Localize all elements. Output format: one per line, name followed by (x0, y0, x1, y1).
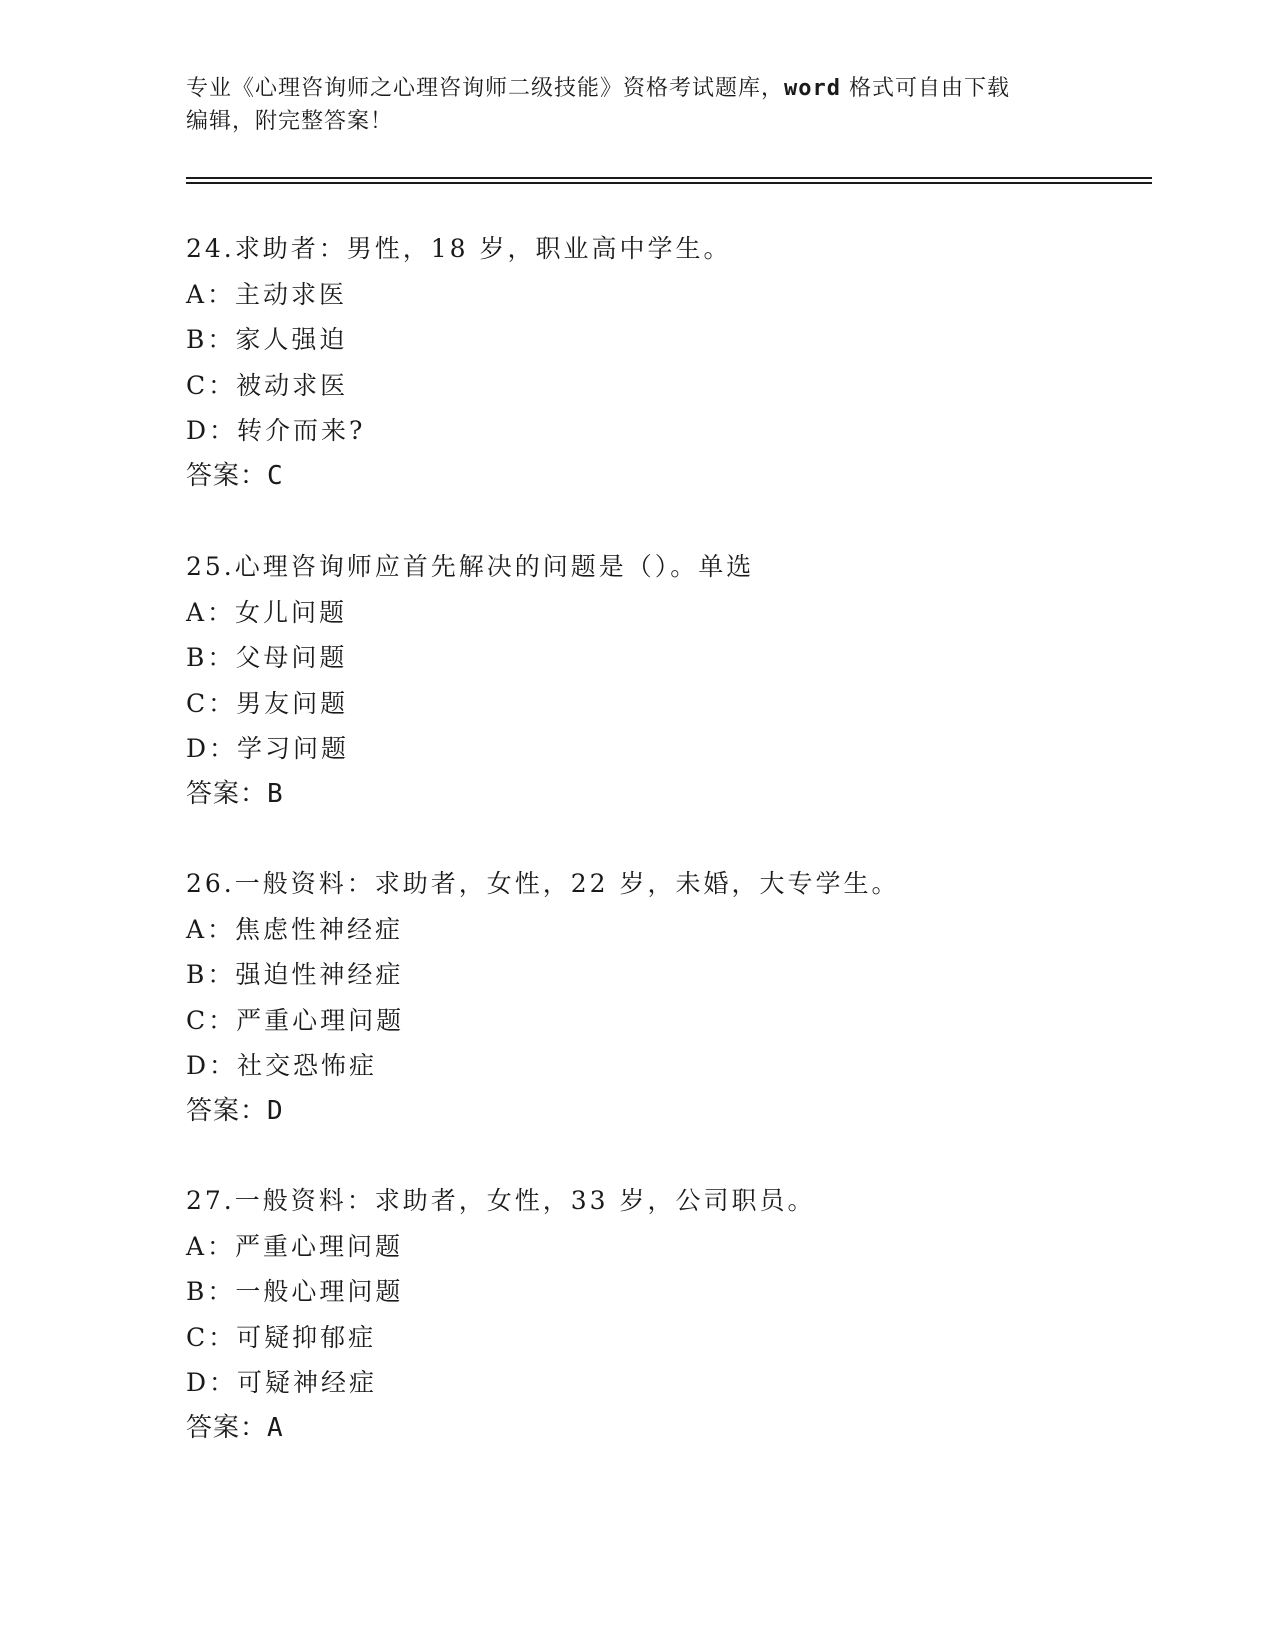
answer-value: C (267, 460, 284, 491)
header-word-format: word (784, 76, 841, 101)
option-a: A：女儿问题 (186, 597, 348, 627)
header-line-1-tail: 格式可自由下载 (841, 76, 1010, 101)
option-d: D：转介而来? (186, 416, 366, 445)
option-a: A：严重心理问题 (186, 1231, 404, 1261)
header-line-1-text: 专业《心理咨询师之心理咨询师二级技能》资格考试题库， (186, 76, 785, 101)
option-d: D：学习问题 (186, 734, 350, 763)
question-stem: 24.求助者：男性，18 岁，职业高中学生。 (186, 234, 732, 263)
question-27 (186, 1178, 1146, 1451)
answer-value: B (267, 778, 284, 809)
header-divider-top (186, 177, 1152, 179)
question-stem: 27.一般资料：求助者，女性，33 岁，公司职员。 (186, 1186, 816, 1215)
answer-line (186, 1406, 1146, 1452)
question-26 (186, 861, 1146, 1134)
option-c: C：被动求医 (186, 370, 349, 400)
option-c: C：可疑抑郁症 (186, 1322, 377, 1352)
option-c: C：严重心理问题 (186, 1005, 405, 1035)
question-stem: 26.一般资料：求助者，女性，22 岁，未婚，大专学生。 (186, 869, 900, 898)
answer-line (186, 1089, 1146, 1135)
option-a: A：焦虑性神经症 (186, 914, 404, 944)
question-24 (186, 226, 1146, 499)
header-line-1 (186, 72, 1086, 105)
option-b: B：强迫性神经症 (186, 960, 404, 989)
answer-label: 答案： (186, 1412, 268, 1443)
answer-value: D (267, 1095, 284, 1126)
option-d: D：可疑神经症 (186, 1368, 378, 1397)
answer-label: 答案： (186, 778, 268, 809)
answer-value: A (267, 1412, 284, 1443)
header-line-2: 编辑，附完整答案！ (186, 109, 394, 134)
option-a: A：主动求医 (186, 279, 348, 309)
option-b: B：父母问题 (186, 643, 348, 672)
answer-line (186, 454, 1146, 500)
option-c: C：男友问题 (186, 688, 349, 718)
answer-label: 答案： (186, 1095, 268, 1126)
document-header (186, 72, 1086, 138)
answer-label: 答案： (186, 460, 268, 491)
option-b: B：家人强迫 (186, 325, 348, 354)
option-d: D：社交恐怖症 (186, 1051, 378, 1080)
header-divider-bottom (186, 182, 1152, 184)
option-b: B：一般心理问题 (186, 1277, 404, 1306)
question-stem: 25.心理咨询师应首先解决的问题是（）。单选 (186, 552, 755, 581)
question-25 (186, 544, 1146, 817)
answer-line (186, 772, 1146, 818)
